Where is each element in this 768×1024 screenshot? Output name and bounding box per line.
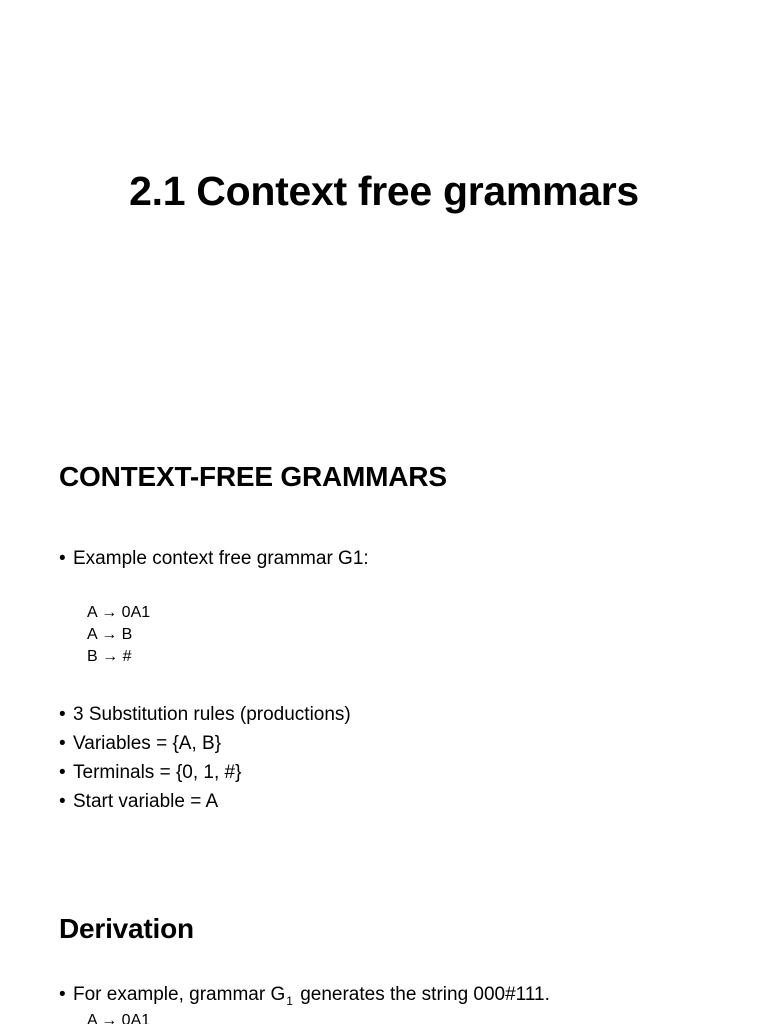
derivation-rule: A → 0A1 <box>87 1012 151 1024</box>
bullet-dot: • <box>59 791 66 812</box>
production-rule: A → B <box>87 626 133 643</box>
bullet-dot: • <box>59 704 66 725</box>
subscript: 1 <box>286 994 293 1008</box>
bullet-text: Variables = {A, B} <box>73 733 222 754</box>
bullet-dot: • <box>59 733 66 754</box>
slide-title: 2.1 Context free grammars <box>129 168 639 214</box>
production-rule: B → # <box>87 648 132 665</box>
section-heading-derivation: Derivation <box>59 913 194 944</box>
bullet-dot: • <box>59 984 66 1005</box>
bullet-example-grammar <box>59 548 369 570</box>
bullet-text: 3 Substitution rules (productions) <box>73 704 351 725</box>
bullet-variables <box>59 733 221 755</box>
bullet-text: Terminals = {0, 1, #} <box>73 762 242 783</box>
bullet-text-suffix: generates the string 000#111. <box>294 984 550 1005</box>
bullet-text: Start variable = A <box>73 791 219 812</box>
bullet-terminals <box>59 762 241 784</box>
bullet-start-variable <box>59 791 218 813</box>
bullet-text-prefix: For example, grammar G <box>73 984 286 1005</box>
production-rule: A → 0A1 <box>87 604 151 621</box>
bullet-substitution-rules <box>59 704 351 726</box>
bullet-derivation-example <box>59 984 550 1008</box>
bullet-dot: • <box>59 762 66 783</box>
bullet-dot: • <box>59 548 66 569</box>
bullet-text: Example context free grammar G1: <box>73 548 369 569</box>
section-heading-cfg: CONTEXT-FREE GRAMMARS <box>59 461 447 492</box>
